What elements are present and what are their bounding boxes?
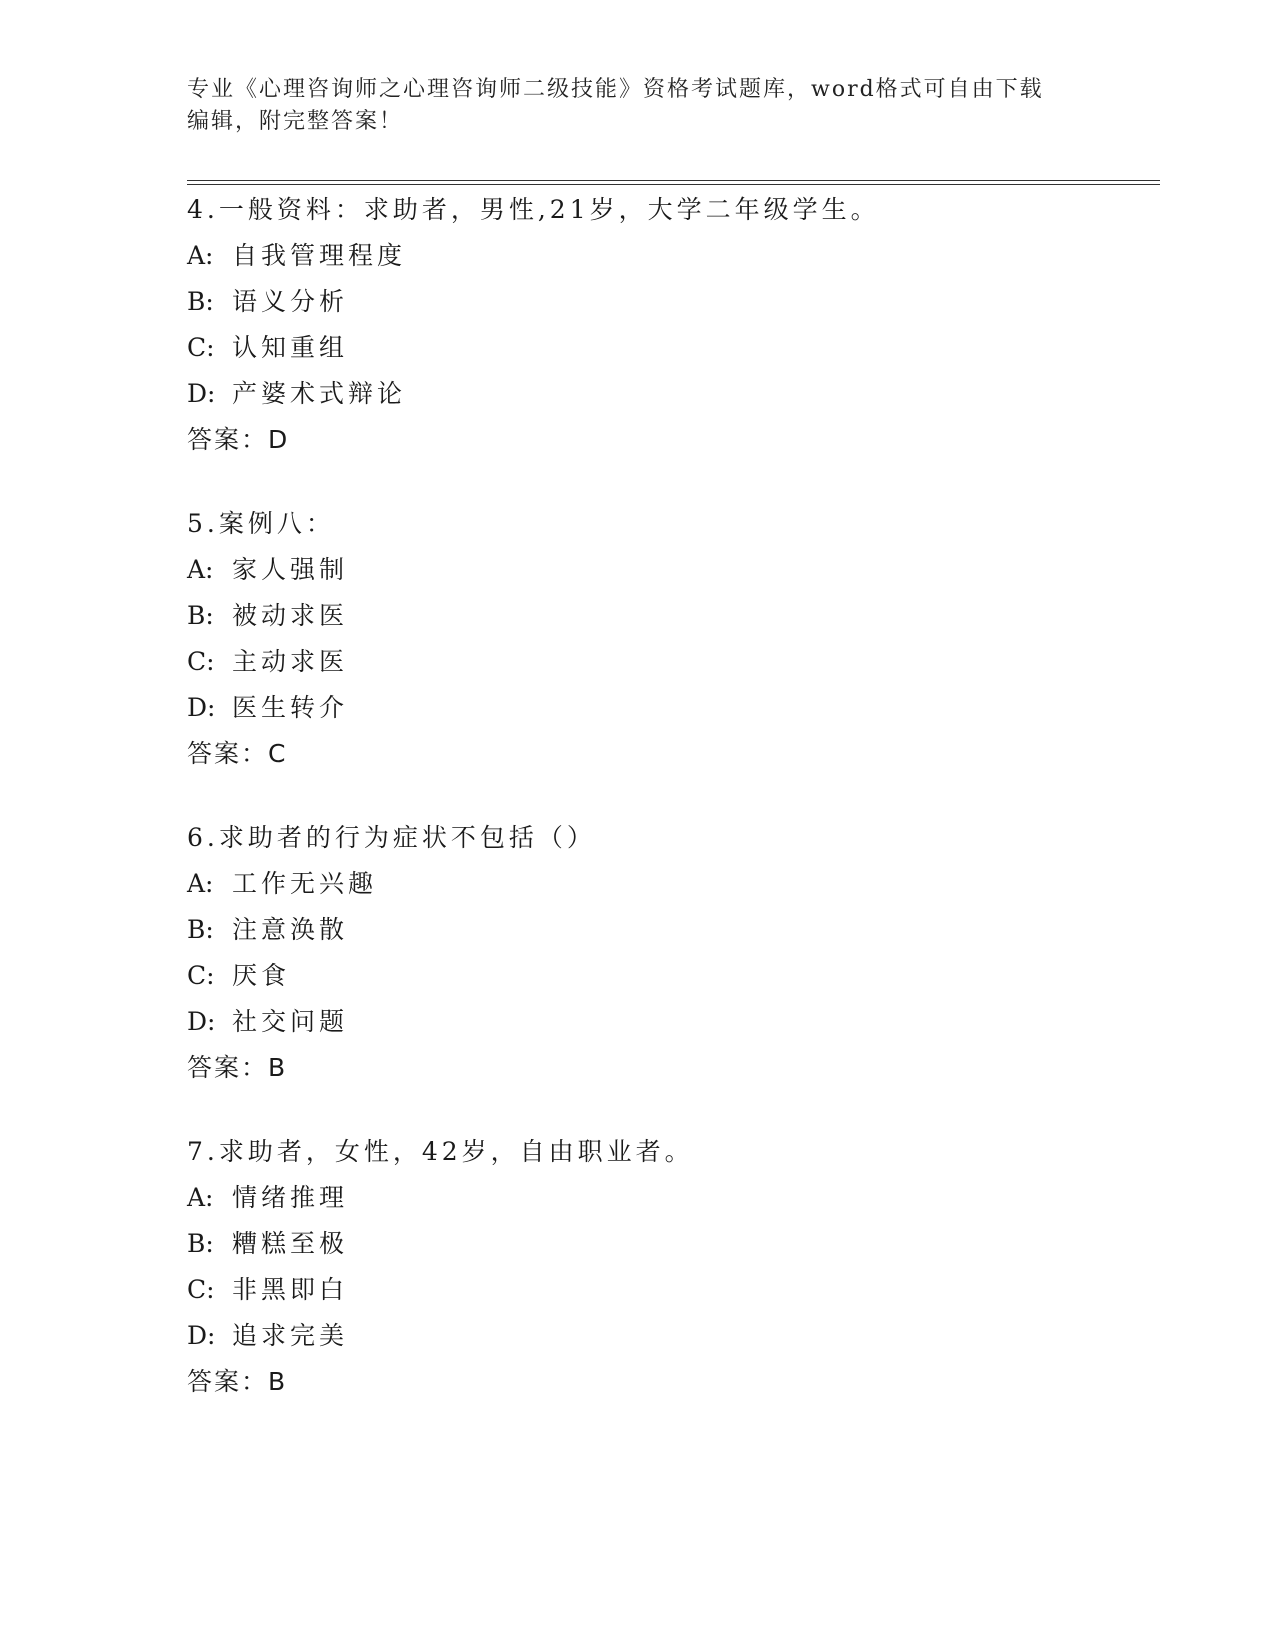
question-stem: 5.案例八： bbox=[187, 509, 335, 538]
option-text: 认知重组 bbox=[232, 333, 349, 362]
option-b bbox=[187, 1221, 1147, 1267]
option-text: 厌食 bbox=[232, 961, 291, 990]
header-divider-top bbox=[187, 180, 1160, 181]
answer-line: 答案：D bbox=[187, 425, 290, 454]
question-item bbox=[187, 501, 1147, 777]
option-key: B: bbox=[187, 1229, 214, 1258]
option-c bbox=[187, 639, 1147, 685]
option-b bbox=[187, 907, 1147, 953]
option-a bbox=[187, 861, 1147, 907]
option-key: A: bbox=[187, 1183, 214, 1212]
option-text: 产婆术式辩论 bbox=[232, 379, 407, 408]
option-text: 主动求医 bbox=[232, 647, 349, 676]
option-key: D: bbox=[187, 693, 216, 722]
option-c bbox=[187, 1267, 1147, 1313]
option-a bbox=[187, 1175, 1147, 1221]
question-stem: 6.求助者的行为症状不包括（） bbox=[187, 823, 596, 852]
question-stem: 4.一般资料：求助者，男性,21岁，大学二年级学生。 bbox=[187, 195, 880, 224]
option-a bbox=[187, 233, 1147, 279]
answer-line: 答案：C bbox=[187, 739, 288, 768]
question-item bbox=[187, 815, 1147, 1091]
option-text: 追求完美 bbox=[232, 1321, 349, 1350]
option-text: 被动求医 bbox=[232, 601, 349, 630]
option-text: 医生转介 bbox=[232, 693, 349, 722]
option-key: A: bbox=[187, 869, 214, 898]
header-divider-bottom bbox=[187, 184, 1160, 185]
question-list bbox=[187, 187, 1147, 1443]
header-line-2: 编辑，附完整答案！ bbox=[187, 109, 404, 134]
option-text: 语义分析 bbox=[232, 287, 349, 316]
option-key: B: bbox=[187, 601, 214, 630]
question-stem: 7.求助者，女性，42岁，自由职业者。 bbox=[187, 1137, 694, 1166]
option-text: 情绪推理 bbox=[232, 1183, 349, 1212]
option-text: 工作无兴趣 bbox=[232, 869, 378, 898]
option-c bbox=[187, 953, 1147, 999]
option-text: 社交问题 bbox=[232, 1007, 349, 1036]
option-key: C: bbox=[187, 333, 215, 362]
option-a bbox=[187, 547, 1147, 593]
option-b bbox=[187, 593, 1147, 639]
option-key: A: bbox=[187, 241, 214, 270]
option-text: 自我管理程度 bbox=[232, 241, 407, 270]
option-d bbox=[187, 999, 1147, 1045]
option-key: D: bbox=[187, 1321, 216, 1350]
option-key: D: bbox=[187, 1007, 216, 1036]
option-c bbox=[187, 325, 1147, 371]
header-line-1: 专业《心理咨询师之心理咨询师二级技能》资格考试题库，word格式可自由下载 bbox=[187, 77, 1044, 102]
option-text: 家人强制 bbox=[232, 555, 349, 584]
document-header bbox=[187, 74, 1087, 138]
option-key: C: bbox=[187, 1275, 215, 1304]
option-key: B: bbox=[187, 915, 214, 944]
option-key: D: bbox=[187, 379, 216, 408]
option-key: C: bbox=[187, 647, 215, 676]
option-key: B: bbox=[187, 287, 214, 316]
question-item bbox=[187, 187, 1147, 463]
option-d bbox=[187, 371, 1147, 417]
option-d bbox=[187, 1313, 1147, 1359]
option-text: 注意涣散 bbox=[232, 915, 349, 944]
answer-line: 答案：B bbox=[187, 1367, 288, 1396]
answer-line: 答案：B bbox=[187, 1053, 288, 1082]
option-text: 糟糕至极 bbox=[232, 1229, 349, 1258]
question-item bbox=[187, 1129, 1147, 1405]
option-key: A: bbox=[187, 555, 214, 584]
option-text: 非黑即白 bbox=[232, 1275, 349, 1304]
option-d bbox=[187, 685, 1147, 731]
option-b bbox=[187, 279, 1147, 325]
option-key: C: bbox=[187, 961, 215, 990]
